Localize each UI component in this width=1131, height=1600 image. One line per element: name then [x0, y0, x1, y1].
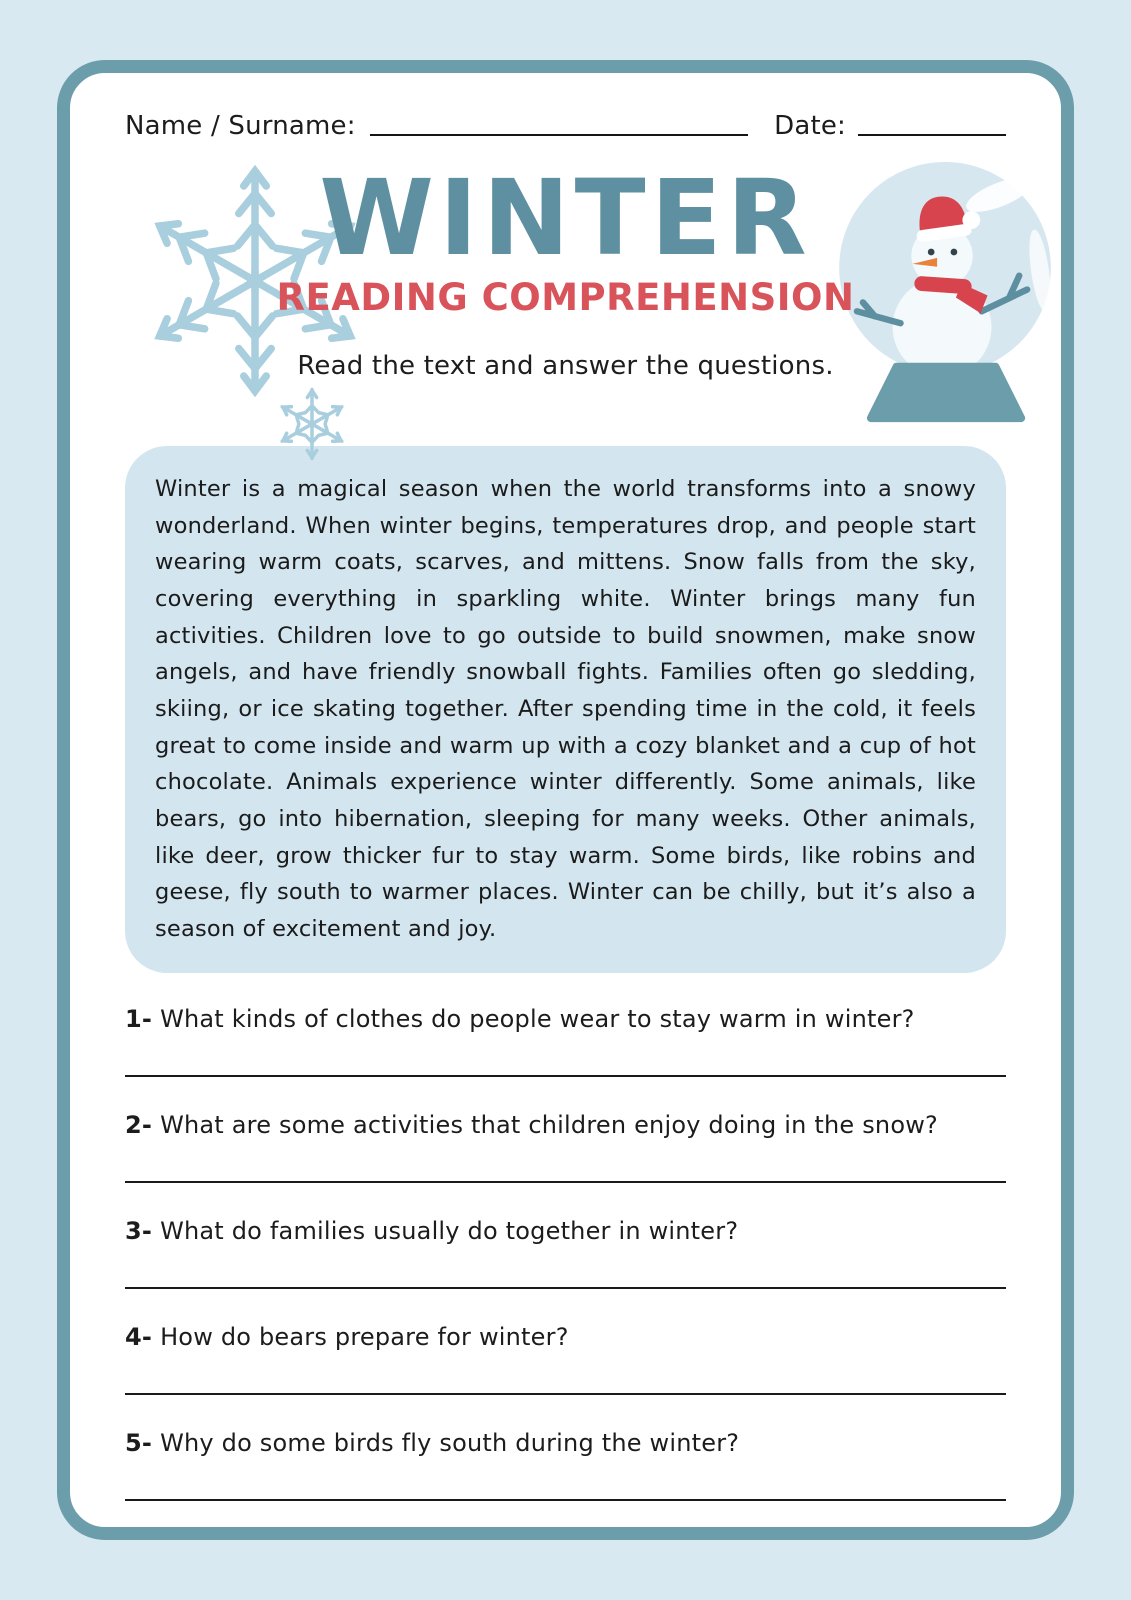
- instruction-text: Read the text and answer the questions.: [297, 350, 834, 381]
- question-text: 1- What kinds of clothes do people wear to stay warm in winter?: [125, 1004, 915, 1033]
- question-item: [125, 1005, 1006, 1077]
- snowflake-small-icon: [273, 383, 351, 469]
- worksheet-content: [70, 73, 1061, 1501]
- answer-blank-line: [125, 1287, 1006, 1289]
- question-text: 2- What are some activities that children enjoy doing in the snow?: [125, 1110, 938, 1139]
- header-row: [125, 111, 1006, 141]
- question-item: [125, 1111, 1006, 1183]
- questions-section: [125, 1005, 1006, 1501]
- page-title: WINTER: [319, 157, 812, 279]
- question-number: 3-: [125, 1216, 153, 1245]
- question-text: 5- Why do some birds fly south during the winter?: [125, 1428, 740, 1457]
- answer-blank-line: [125, 1393, 1006, 1395]
- page-subtitle: READING COMPREHENSION: [276, 275, 855, 319]
- date-label: Date:: [774, 111, 846, 141]
- reading-passage: Winter is a magical season when the world transforms into a snowy wonderland. When winter begins, temperatures drop, and people start wearing warm coats, scarves, and mittens. Snow falls from the sky, covering everything in sparkling white. Winter brings many fun activities. Children love to go outside to build snowmen, make snow angels, and have friendly snowball fights. Families often go sledding, skiing, or ice skating together. After spending time in the cold, it feels great to come inside and warm up with a cozy blanket and a cup of hot chocolate. Animals experience winter differently. Some animals, like bears, go into hibernation, sleeping for many weeks. Other animals, like deer, grow thicker fur to stay warm. Some birds, like robins and geese, fly south to warmer places. Winter can be chilly, but it’s also a season of excitement and joy.: [125, 446, 1006, 973]
- question-text: 3- What do families usually do together in winter?: [125, 1216, 739, 1245]
- answer-blank-line: [125, 1181, 1006, 1183]
- name-surname-label: Name / Surname:: [125, 111, 356, 141]
- worksheet-card: [57, 60, 1074, 1540]
- title-group: [125, 155, 1006, 381]
- question-number: 2-: [125, 1110, 153, 1139]
- hero-section: [125, 155, 1006, 420]
- date-blank-line: [858, 134, 1006, 136]
- question-text: 4- How do bears prepare for winter?: [125, 1322, 569, 1351]
- question-item: [125, 1217, 1006, 1289]
- answer-blank-line: [125, 1499, 1006, 1501]
- question-number: 1-: [125, 1004, 153, 1033]
- question-number: 4-: [125, 1322, 153, 1351]
- name-blank-line: [370, 134, 748, 136]
- answer-blank-line: [125, 1075, 1006, 1077]
- question-item: [125, 1323, 1006, 1395]
- question-number: 5-: [125, 1428, 153, 1457]
- question-item: [125, 1429, 1006, 1501]
